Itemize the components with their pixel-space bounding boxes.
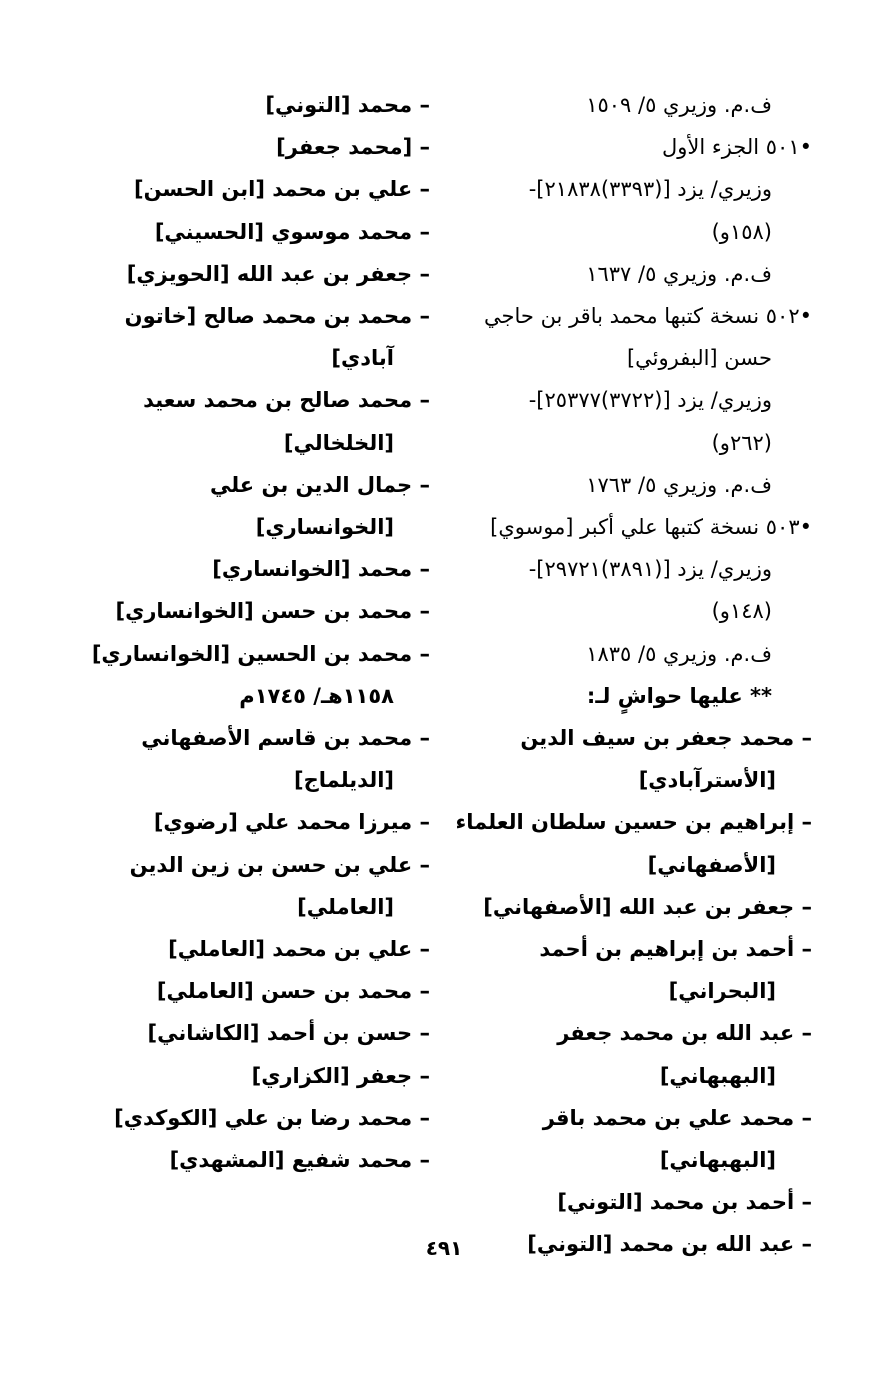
text-line: – علي بن محمد [العاملي] (168, 937, 430, 962)
text-line: – محمد بن حسن [الخوانساري] (115, 599, 430, 624)
text-line: – محمد بن محمد صالح [خاتون (124, 304, 430, 329)
text-line: ف.م. وزيري ٥/ ١٧٦٣ (586, 472, 772, 497)
text-line: – جعفر [الكزاري] (251, 1063, 430, 1088)
text-line: – علي بن محمد [ابن الحسن] (133, 177, 430, 202)
text-line: •٥٠١ الجزء الأول (661, 135, 812, 160)
text-line: – محمد بن قاسم الأصفهاني (141, 726, 430, 751)
page-number: ٤٩١ (425, 1236, 463, 1260)
text-line: – محمد [التوني] (265, 93, 430, 117)
text-line: – محمد رضا بن علي [الكوكدي] (114, 1105, 430, 1130)
text-line: [البحراني] (668, 979, 776, 1004)
text-line: [البهبهاني] (659, 1148, 776, 1173)
text-line: ف.م. وزيري ٥/ ١٦٣٧ (586, 261, 772, 286)
text-line: – حسن بن أحمد [الكاشاني] (147, 1021, 430, 1046)
text-line: وزيري/ يزد [(٣٧٢٢)٢٥٣٧٧]- (528, 388, 772, 413)
text-line: – جمال الدين بن علي (209, 472, 430, 497)
text-line: – محمد علي بن محمد باقر (542, 1105, 812, 1130)
text-line: ف.م. وزيري ٥/ ١٥٠٩ (586, 93, 772, 117)
text-line: – جعفر بن عبد الله [الأصفهاني] (483, 894, 812, 919)
text-line: وزيري/ يزد [(٣٣٩٣)٢١٨٣٨]- (528, 177, 772, 202)
text-line: [البهبهاني] (659, 1063, 776, 1088)
text-line: – محمد صالح بن محمد سعيد (143, 388, 430, 413)
text-line: [الأصفهاني] (647, 852, 776, 877)
text-line: – أحمد بن إبراهيم بن أحمد (539, 937, 812, 962)
text-line: (١٤٨و) (711, 599, 772, 624)
text-line: – ميرزا محمد علي [رضوي] (153, 810, 430, 835)
right-column (452, 84, 812, 1266)
text-line: (٢٦٢و) (711, 430, 772, 455)
text-line: – محمد [الخوانساري] (212, 557, 430, 582)
text-line: – محمد شفيع [المشهدي] (169, 1148, 430, 1173)
text-line: •٥٠٢ نسخة كتبها محمد باقر بن حاجي (484, 304, 812, 329)
text-line: – أحمد بن محمد [التوني] (557, 1190, 812, 1215)
text-line: [الخلخالي] (283, 430, 394, 455)
text-line: [الأسترآبادي] (638, 768, 776, 793)
text-line: (١٥٨و) (711, 219, 772, 244)
text-line: – عبد الله بن محمد [التوني] (527, 1232, 812, 1257)
text-line: – [محمد جعفر] (276, 135, 430, 160)
text-line: ١١٥٨هـ/ ١٧٤٥م (239, 683, 394, 708)
text-line: – محمد بن الحسين [الخوانساري] (91, 641, 430, 666)
text-line: ** عليها حواشٍ لـ: (586, 683, 772, 708)
text-line: •٥٠٣ نسخة كتبها علي أكبر [موسوي] (490, 515, 812, 540)
text-line: حسن [البفروئي] (626, 346, 772, 371)
text-line: – محمد بن حسن [العاملي] (156, 979, 430, 1004)
text-line: ف.م. وزيري ٥/ ١٨٣٥ (586, 641, 772, 666)
text-line: وزيري/ يزد [(٣٨٩١)٢٩٧٢١]- (528, 557, 772, 582)
left-column (70, 84, 430, 1181)
text-line: [الخوانساري] (255, 515, 394, 540)
text-line: – عبد الله بن محمد جعفر (557, 1021, 812, 1046)
text-line: آبادي] (331, 346, 394, 371)
text-line: [العاملي] (297, 894, 394, 919)
text-line: – علي بن حسن بن زين الدين (129, 852, 430, 877)
text-line: – إبراهيم بن حسين سلطان العلماء (455, 810, 812, 835)
text-line: – جعفر بن عبد الله [الحويزي] (126, 261, 430, 286)
text-line: [الديلماج] (294, 768, 394, 793)
text-line: – محمد جعفر بن سيف الدين (520, 726, 812, 751)
text-line: – محمد موسوي [الحسيني] (154, 219, 430, 244)
